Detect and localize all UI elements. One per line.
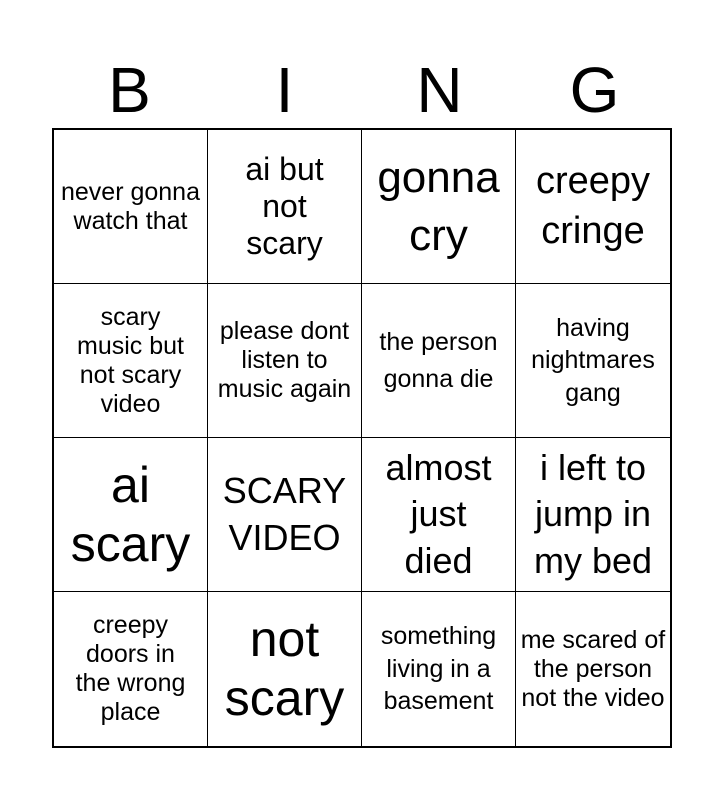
bingo-cell-r4c1[interactable] [54, 592, 208, 746]
bingo-cell-r4c3[interactable] [362, 592, 516, 746]
cell-label: SCARY VIDEO [222, 469, 347, 558]
bingo-cell-r3c3[interactable] [362, 438, 516, 592]
cell-label: the person gonna die [379, 328, 498, 393]
header-letter-i: I [275, 54, 294, 126]
bingo-cell-r3c1[interactable] [54, 438, 208, 592]
bingo-cell-r2c2[interactable] [208, 284, 362, 438]
header-letter-g: G [569, 54, 620, 126]
bingo-cell-r2c4[interactable] [516, 284, 670, 438]
cell-label: gonna cry [377, 153, 500, 260]
bingo-cell-r4c4[interactable] [516, 592, 670, 746]
bingo-cell-r3c4[interactable] [516, 438, 670, 592]
bingo-cell-r3c2[interactable] [208, 438, 362, 592]
cell-label: never gonna watch that [60, 177, 200, 235]
cell-label: i left to jump in my bed [533, 447, 653, 581]
cell-label: almost just died [385, 447, 492, 581]
bingo-cell-r1c3[interactable] [362, 130, 516, 284]
bingo-cell-r1c2[interactable] [208, 130, 362, 284]
bingo-cell-r4c2[interactable] [208, 592, 362, 746]
cell-label: not scary [224, 611, 345, 726]
header-letter-b: B [108, 54, 151, 126]
cell-label: creepy doors in the wrong place [75, 611, 186, 726]
bingo-cell-r1c4[interactable] [516, 130, 670, 284]
cell-label: something living in a basement [380, 622, 497, 716]
cell-label: ai but not scary [245, 150, 324, 262]
bingo-cell-r2c3[interactable] [362, 284, 516, 438]
cell-label: creepy cringe [535, 160, 651, 252]
cell-label: me scared of the person not the video [520, 625, 666, 712]
bingo-cell-r2c1[interactable] [54, 284, 208, 438]
bingo-header [52, 52, 672, 128]
bingo-cell-r1c1[interactable] [54, 130, 208, 284]
cell-label: please dont listen to music again [217, 317, 352, 403]
cell-label: ai scary [70, 456, 191, 572]
cell-label: having nightmares gang [531, 313, 655, 407]
bingo-board [52, 128, 672, 748]
header-letter-n: N [416, 54, 463, 126]
cell-label: scary music but not scary video [77, 302, 184, 418]
